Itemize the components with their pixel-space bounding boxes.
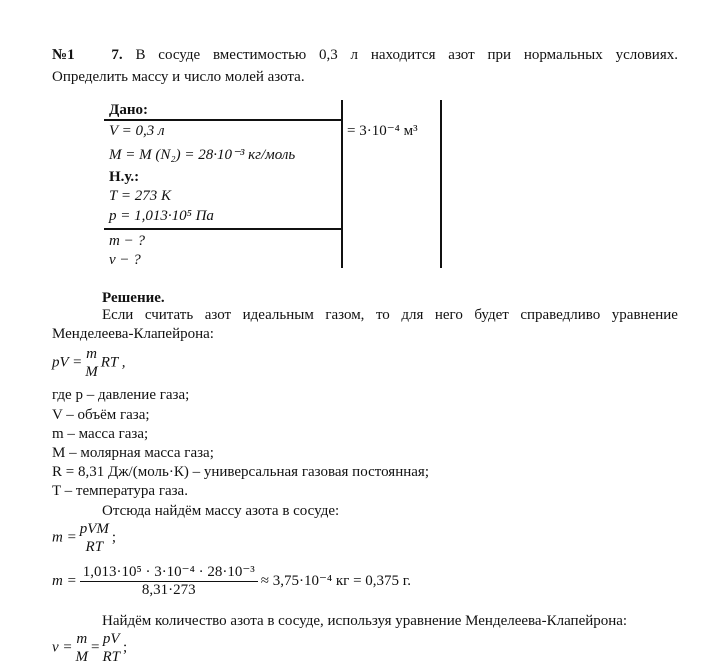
eq-right: ;: [123, 639, 128, 656]
eq-denominator: M: [75, 649, 89, 665]
word: то: [375, 307, 390, 323]
eq-denominator: 8,31·273: [141, 582, 196, 598]
find-moles: ν − ?: [109, 252, 141, 268]
eq-right: RT ,: [100, 354, 126, 371]
definition: R = 8,31 Дж/(моль·К) – универсальная газовая постоянная;: [52, 464, 429, 480]
find-mass: m − ?: [109, 233, 145, 249]
eq-right: ;: [111, 529, 117, 546]
definition: m – масса газа;: [52, 426, 149, 442]
word: азот: [448, 47, 475, 63]
definition: где p – давление газа;: [52, 387, 190, 403]
word: л: [350, 47, 359, 63]
word: будет: [474, 307, 509, 323]
word: 0,3: [318, 47, 338, 63]
word: при: [487, 47, 512, 63]
solution-paragraph-1: [102, 306, 678, 324]
word: для: [401, 307, 424, 323]
solution-paragraph-2: Отсюда найдём массу азота в сосуде:: [102, 503, 340, 519]
eq-left: m =: [52, 529, 77, 546]
eq-denominator: RT: [85, 539, 104, 555]
table-rule: [104, 228, 342, 230]
definition: T – температура газа.: [52, 483, 188, 499]
definition: V – объём газа;: [52, 407, 150, 423]
given-pressure: p = 1,013·10⁵ Па: [109, 208, 214, 224]
word: считать: [144, 307, 194, 323]
equation-moles: [52, 630, 127, 666]
problem-line-1: [52, 46, 678, 64]
eq-equals: =: [91, 639, 100, 656]
solution-title: Решение.: [102, 290, 165, 306]
word: В: [135, 47, 146, 63]
table-divider: [341, 100, 343, 268]
eq-denominator: M: [85, 364, 98, 380]
word: нормальных: [523, 47, 603, 63]
word: него: [434, 307, 463, 323]
equation-mass-numeric: [52, 564, 411, 599]
given-temperature: T = 273 К: [109, 188, 171, 204]
problem-line-2: Определить массу и число молей азота.: [52, 69, 305, 85]
eq-numerator: m: [86, 346, 97, 362]
normal-conditions-title: Н.у.:: [109, 169, 140, 185]
table-divider: [440, 100, 442, 268]
word: справедливо: [520, 307, 601, 323]
solution-paragraph-3: Найдём количество азота в сосуде, используя уравнение Менделеева-Клапейрона:: [102, 613, 628, 629]
eq-left: ν =: [52, 639, 73, 656]
word: условиях.: [615, 47, 678, 63]
solution-paragraph-1-line-2: Менделеева-Клапейрона:: [52, 326, 214, 342]
eq-numerator: pV: [102, 631, 120, 647]
eq-left: pV =: [52, 354, 83, 371]
equation-mass: [52, 520, 116, 556]
word: уравнение: [611, 307, 678, 323]
eq-numerator: pVM: [79, 521, 109, 537]
given-molar-mass: M = M (N₂) = 28·10⁻³ кг/моль: [109, 147, 296, 163]
equation-clapeyron: [52, 345, 126, 381]
table-rule: [104, 119, 342, 121]
volume-conversion: = 3·10⁻⁴ м³: [347, 123, 418, 139]
eq-numerator: m: [76, 631, 88, 647]
eq-right: ≈ 3,75·10⁻⁴ кг = 0,375 г.: [260, 572, 411, 589]
word: сосуде: [158, 47, 201, 63]
word: газом,: [325, 307, 365, 323]
eq-left: m =: [52, 572, 77, 589]
eq-denominator: RT: [102, 649, 121, 665]
word: вместимостью: [212, 47, 307, 63]
eq-numerator: 1,013·10⁵ · 3·10⁻⁴ · 28·10⁻³: [80, 564, 258, 582]
problem-index: 7.: [111, 47, 123, 63]
word: азот: [204, 307, 232, 323]
given-title: Дано:: [109, 102, 148, 118]
given-volume: V = 0,3 л: [109, 123, 165, 139]
word: находится: [370, 47, 436, 63]
word: идеальным: [242, 307, 314, 323]
definition: M – молярная масса газа;: [52, 445, 214, 461]
problem-number: №1: [52, 47, 75, 63]
word: Если: [102, 307, 134, 323]
